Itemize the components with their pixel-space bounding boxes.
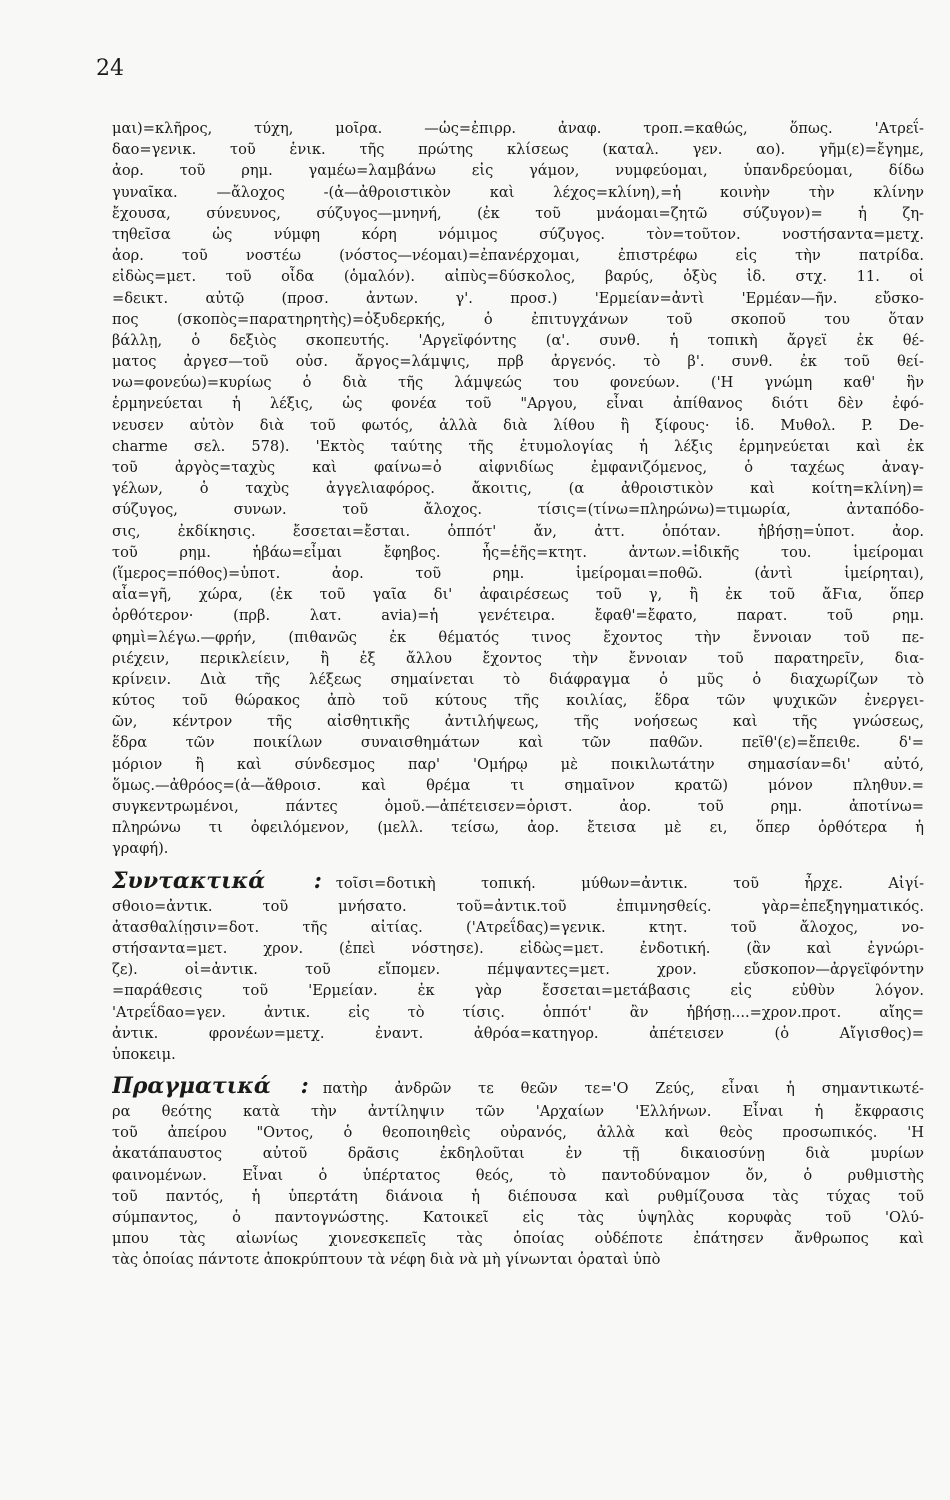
text-line: ὅμως.—ἀθρόος=(ἀ—ἄθροισ. καὶ θρέμα τι σημαῖνον κρατῶ) μόνον πληθυν.=	[112, 776, 924, 794]
text-line: στήσαντα=μετ. χρον. (ἐπεὶ νόστησε). εἰδὼς=μετ. ἐνδοτική. (ἂν καὶ ἐγνώρι-	[112, 939, 924, 957]
text-line	[112, 866, 924, 896]
text-line: σύζυγος, συνων. τοῦ ἄλοχος. τίσις=(τίνω=πληρώνω)=τιμωρία, ἀνταπόδο-	[112, 501, 924, 519]
text-line: εἰδὼς=μετ. τοῦ οἶδα (ὁμαλόν). αἰπὺς=δύσκολος, βαρύς, ὀξὺς ἰδ. στχ. 11. οἱ	[112, 268, 924, 286]
text-line: συγκεντρωμένοι, πάντες ὁμοῦ.—ἀπέτεισεν=ὁριστ. ἀορ. τοῦ ρημ. ἀποτίνω=	[112, 798, 924, 815]
text-line: γραφή).	[112, 840, 169, 858]
text-line: βάλλῃ, ὁ δεξιὸς σκοπευτής. 'Αργεϊφόντης (α'. συνθ. ἡ τοπικὴ ἄργεϊ ἐκ θέ-	[112, 331, 924, 349]
text-line: ἕδρα τῶν ποικίλων συναισθημάτων καὶ τῶν παθῶν. πεῖθ'(ε)=ἔπειθε. δ'=	[112, 734, 924, 752]
text-line: σις, ἐκδίκησις. ἔσσεται=ἔσται. ὁππότ' ἄν, ἀττ. ὁπόταν. ἡβήσῃ=ὑποτ. ἀορ.	[112, 522, 924, 540]
text-line: (ἵμερος=πόθος)=ὑποτ. ἀορ. τοῦ ρημ. ἱμείρομαι=ποθῶ. (ἀντὶ ἱμείρηται),	[112, 564, 924, 582]
text-line: ἀκατάπαυστος αὐτοῦ δρᾶσις ἐκδηλοῦται ἐν τῇ δικαιοσύνῃ διὰ μυρίων	[112, 1145, 924, 1163]
text-line: τὰς ὁποίας πάντοτε ἀποκρύπτουν τὰ νέφη διὰ νὰ μὴ γίνωνται ὁραταὶ ὑπὸ	[112, 1251, 661, 1269]
text-line: charme σελ. 578). 'Εκτὸς ταύτης τῆς ἐτυμολογίας ἡ λέξις ἑρμηνεύεται καὶ ἐκ	[112, 437, 924, 455]
text-line: ματος ἀργεσ—τοῦ οὐσ. ἄργος=λάμψις, πρβ ἀργενός. τὸ β'. συνθ. ἐκ τοῦ θεί-	[112, 353, 924, 371]
text-line: πληρώνω τι ὀφειλόμενον, (μελλ. τείσω, ἀορ. ἔτεισα μὲ ει, ὅπερ ὀρθότερα ἡ	[112, 819, 924, 837]
text-line: ὀρθότερον· (πρβ. λατ. avia)=ἡ γενέτειρα. ἔφαθ'=ἔφατο, παρατ. τοῦ ρημ.	[112, 607, 924, 625]
glossary-paragraph	[112, 118, 924, 860]
text-line: σύμπαντος, ὁ παντογνώστης. Κατοικεῖ εἰς τὰς ὑψηλὰς κορυφὰς τοῦ 'Ολύ-	[112, 1209, 924, 1226]
text-block	[112, 118, 924, 1271]
text-line: ρα θεότης κατὰ τὴν ἀντίληψιν τῶν 'Αρχαίων 'Ελλήνων. Εἶναι ἡ ἔκφρασις	[112, 1103, 924, 1121]
text-line: μαι)=κλῆρος, τύχη, μοῖρα. —ὡς=ἐπιρρ. ἀναφ. τροπ.=καθώς, ὅπως. 'Ατρεΐ-	[112, 120, 924, 137]
text-line: μπου τὰς αἰωνίως χιονεσκεπεῖς τὰς ὁποίας οὐδέποτε ἐπάτησεν ἄνθρωπος καὶ	[112, 1230, 924, 1248]
text-line: =παράθεσις τοῦ 'Ερμείαν. ἐκ γὰρ ἔσσεται=μετάβασις εἰς εὐθὺν λόγον.	[112, 982, 924, 1000]
text-line: τοῦ ρημ. ἡβάω=εἶμαι ἔφηβος. ἧς=ἑῆς=κτητ. ἀντων.=ἰδικῆς του. ἱμείρομαι	[112, 543, 924, 561]
text-line: ὑποκειμ.	[112, 1045, 176, 1063]
text-line: 'Ατρεΐδαο=γεν. ἀντικ. εἰς τὸ τίσις. ὁππότ' ἂν ἡβήσῃ....=χρον.προτ. αἴης=	[112, 1003, 924, 1021]
text-line: δαο=γενικ. τοῦ ἑνικ. τῆς πρώτης κλίσεως (καταλ. γεν. αο). γῆμ(ε)=ἔγημε,	[112, 141, 924, 159]
text-line: φημὶ=λέγω.—φρήν, (πιθανῶς ἐκ θέματός τινος ἔχοντος τὴν ἔννοιαν τοῦ πε-	[112, 628, 924, 646]
text-line: ἀτασθαλίῃσιν=δοτ. τῆς αἰτίας. ('Ατρεΐδας)=γενικ. κτητ. τοῦ ἄλοχος, νο-	[112, 918, 924, 936]
text-line: ζε). οἱ=ἀντικ. τοῦ εἴπομεν. πέμψαντες=μετ. χρον. εὔσκοπον—ἀργεϊφόντην	[112, 961, 924, 979]
text-line: φαινομένων. Εἶναι ὁ ὑπέρτατος θεός, τὸ παντοδύναμον ὄν, ὁ ρυθμιστὴς	[112, 1166, 924, 1184]
text-line: αἶα=γῆ, χώρα, (ἐκ τοῦ γαῖα δι' ἀφαιρέσεως τοῦ γ, ἢ ἐκ τοῦ ἄϜια, ὅπερ	[112, 586, 924, 604]
text-line: μόριον ἢ καὶ σύνδεσμος παρ' 'Ομήρῳ μὲ ποικιλωτάτην σημασίαν=δι' αὐτό,	[112, 755, 924, 773]
text-line: ἑρμηνεύεται ἡ λέξις, ὡς φονέα τοῦ "Αργου, εἶναι ἀπίθανος διότι δὲν ἐφό-	[112, 395, 924, 413]
page-number: 24	[96, 56, 124, 81]
section-title-syntaktika: Συντακτικά :	[112, 867, 322, 894]
text-line: =δεικτ. αὐτῷ (προσ. ἀντων. γ'. προσ.) 'Ερμείαν=ἀντὶ 'Ερμέαν—ῆν. εὔσκο-	[112, 289, 924, 307]
section-title-pragmatika: Πραγματικά :	[112, 1073, 309, 1100]
text-line: ῶν, κέντρον τῆς αἰσθητικῆς ἀντιλήψεως, τῆς νοήσεως καὶ τῆς γνώσεως,	[112, 713, 924, 731]
text-line: νω=φονεύω)=κυρίως ὁ διὰ τῆς λάμψεώς του φονεύων. ('Η γνώμη καθ' ἣν	[112, 374, 924, 392]
section-syntaktika	[112, 866, 924, 1066]
text-line: τοῦ ἀργὸς=ταχὺς καὶ φαίνω=ὁ αἰφνιδίως ἐμφανιζόμενος, ὁ ταχέως ἀναγ-	[112, 459, 924, 476]
text-line: γέλων, ὁ ταχὺς ἀγγελιαφόρος. ἄκοιτις, (α ἀθροιστικὸν καὶ κοίτη=κλίνη)=	[112, 480, 924, 498]
text-line: ριέχειν, περικλείειν, ἢ ἐξ ἄλλου ἔχοντος τὴν ἔννοιαν τοῦ παρατηρεῖν, δια-	[112, 649, 924, 667]
text-line: τηθεῖσα ὡς νύμφη κόρη νόμιμος σύζυγος. τὸν=τοῦτον. νοστήσαντα=μετχ.	[112, 225, 924, 243]
text-line: ἀορ. τοῦ ρημ. γαμέω=λαμβάνω εἰς γάμον, νυμφεύομαι, ὑπανδρεύομαι, δίδω	[112, 162, 924, 180]
text-line: ἀορ. τοῦ νοστέω (νόστος—νέομαι)=ἐπανέρχομαι, ἐπιστρέφω εἰς τὴν πατρίδα.	[112, 247, 924, 265]
section-first-line: τοῖσι=δοτικὴ τοπική. μύθων=ἀντικ. τοῦ ἦρχε. Αἰγί-	[335, 874, 924, 892]
text-line: τοῦ ἀπείρου "Οντος, ὁ θεοποιηθεὶς οὐρανός, ἀλλὰ καὶ θεὸς προσωπικός. 'Η	[112, 1124, 924, 1142]
text-line: κρίνειν. Διὰ τῆς λέξεως σημαίνεται τὸ διάφραγμα ὁ μῦς ὁ διαχωρίζων τὸ	[112, 670, 924, 688]
text-line: κύτος τοῦ θώρακος ἀπὸ τοῦ κύτους τῆς κοιλίας, ἕδρα τῶν ψυχικῶν ἐνεργει-	[112, 692, 924, 710]
text-line: ἀντικ. φρονέων=μετχ. ἐναντ. ἀθρόα=κατηγορ. ἀπέτεισεν (ὁ Αἴγισθος)=	[112, 1024, 924, 1042]
text-line: σθοιο=ἀντικ. τοῦ μνήσατο. τοῦ=ἀντικ.τοῦ ἐπιμνησθείς. γὰρ=ἐπεξηγηματικός.	[112, 897, 924, 915]
text-line: τοῦ παντός, ἡ ὑπερτάτη διάνοια ἡ διέπουσα καὶ ρυθμίζουσα τὰς τύχας τοῦ	[112, 1187, 924, 1205]
text-line	[112, 1071, 924, 1101]
section-pragmatika	[112, 1071, 924, 1271]
text-line: ἔχουσα, σύνευνος, σύζυγος—μνηνή, (ἐκ τοῦ μνάομαι=ζητῶ σύζυγον)= ἡ ζη-	[112, 204, 924, 222]
text-line: πος (σκοπὸς=παρατηρητὴς)=ὀξυδερκής, ὁ ἐπιτυγχάνων τοῦ σκοποῦ του ὅταν	[112, 310, 924, 328]
section-first-line: πατὴρ ἀνδρῶν τε θεῶν τε='Ο Ζεύς, εἶναι ἡ σημαντικωτέ-	[322, 1080, 924, 1098]
text-line: νευσεν αὐτὸν διὰ τοῦ φωτός, ἀλλὰ διὰ λίθου ἢ ξίφους· ἰδ. Μυθολ. P. De-	[112, 416, 924, 434]
text-line: γυναῖκα. —ἄλοχος -(ἀ—ἀθροιστικὸν καὶ λέχος=κλίνη),=ἡ κοινὴν τὴν κλίνην	[112, 183, 924, 201]
